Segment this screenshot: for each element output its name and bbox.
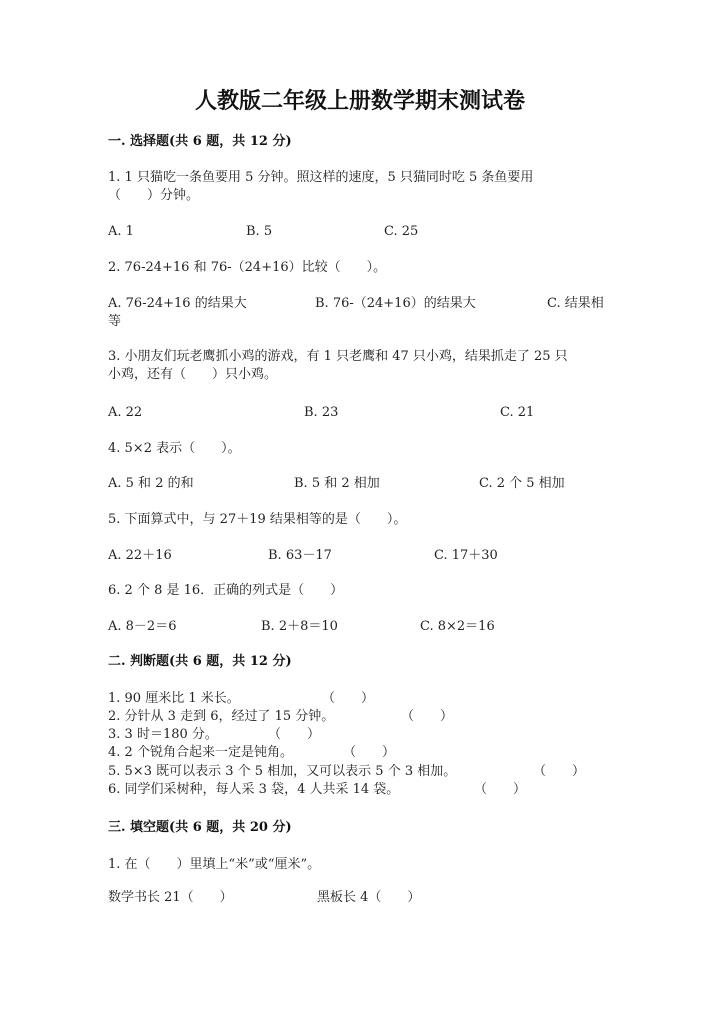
question-4-text: 4. 5×2 表示（ ）。: [108, 441, 241, 456]
question-6-text: 6. 2 个 8 是 16．正确的列式是（ ）: [108, 583, 344, 598]
section-heading-choice: 一. 选择题(共 6 题，共 12 分): [108, 134, 292, 149]
question-5-text: 5. 下面算式中，与 27＋19 结果相等的是（ ）。: [108, 512, 407, 527]
judgement-item-1: 1. 90 厘米比 1 米长。: [108, 691, 240, 706]
judgement-item-3: 3. 3 时＝180 分。: [108, 727, 218, 742]
question-6-option-b: B. 2＋8＝10: [261, 619, 338, 634]
question-2-option-c: C. 结果相: [547, 296, 604, 311]
judgement-item-6: 6. 同学们采树种，每人采 3 袋，4 人共采 14 袋。: [108, 782, 400, 797]
question-3-text-cont: 小鸡，还有（ ）只小鸡。: [108, 367, 278, 382]
question-5-option-b: B. 63－17: [268, 548, 332, 563]
question-1-text-cont: （ ）分钟。: [108, 188, 200, 203]
judgement-blank-5: （ ）: [533, 764, 586, 779]
question-1-option-b: B. 5: [246, 224, 273, 239]
question-6-option-a: A. 8－2＝6: [108, 619, 177, 634]
section-heading-fill-in: 三. 填空题(共 6 题，共 20 分): [108, 820, 292, 835]
question-2-option-b: B. 76-（24+16）的结果大: [315, 296, 476, 311]
judgement-blank-3: （ ）: [268, 727, 321, 742]
question-5-option-c: C. 17＋30: [434, 548, 498, 563]
question-1-option-c: C. 25: [384, 224, 419, 239]
judgement-item-2: 2. 分针从 3 走到 6，经过了 15 分钟。: [108, 709, 335, 724]
section-heading-judgement: 二. 判断题(共 6 题，共 12 分): [108, 654, 292, 669]
judgement-blank-1: （ ）: [322, 691, 375, 706]
question-4-option-a: A. 5 和 2 的和: [108, 476, 194, 491]
question-2-option-c-wrap: 等: [108, 314, 122, 329]
question-3-option-c: C. 21: [500, 405, 535, 420]
judgement-blank-4: （ ）: [343, 745, 396, 760]
fill-question-1: 1. 在（ ）里填上“米”或“厘米”。: [108, 857, 321, 872]
question-2-option-a: A. 76-24+16 的结果大: [108, 296, 247, 311]
question-6-option-c: C. 8×2＝16: [420, 619, 495, 634]
judgement-blank-6: （ ）: [474, 782, 527, 797]
question-5-option-a: A. 22＋16: [108, 548, 172, 563]
question-3-option-b: B. 23: [304, 405, 339, 420]
question-1-text: 1. 1 只猫吃一条鱼要用 5 分钟。照这样的速度，5 只猫同时吃 5 条鱼要用: [108, 170, 534, 185]
judgement-item-4: 4. 2 个锐角合起来一定是钝角。: [108, 745, 293, 760]
question-2-text: 2. 76-24+16 和 76-（24+16）比较（ ）。: [108, 260, 387, 275]
judgement-blank-2: （ ）: [401, 709, 454, 724]
question-3-option-a: A. 22: [108, 405, 143, 420]
question-4-option-c: C. 2 个 5 相加: [479, 476, 565, 491]
question-4-option-b: B. 5 和 2 相加: [294, 476, 380, 491]
fill-item-math-book: 数学书长 21（ ）: [108, 890, 233, 905]
question-3-text: 3. 小朋友们玩老鹰抓小鸡的游戏，有 1 只老鹰和 47 只小鸡，结果抓走了 25 只: [108, 349, 568, 364]
judgement-item-5: 5. 5×3 既可以表示 3 个 5 相加，又可以表示 5 个 3 相加。: [108, 764, 457, 779]
page-title: 人教版二年级上册数学期末测试卷: [194, 88, 525, 114]
question-1-option-a: A. 1: [108, 224, 134, 239]
fill-item-blackboard: 黑板长 4（ ）: [317, 890, 421, 905]
